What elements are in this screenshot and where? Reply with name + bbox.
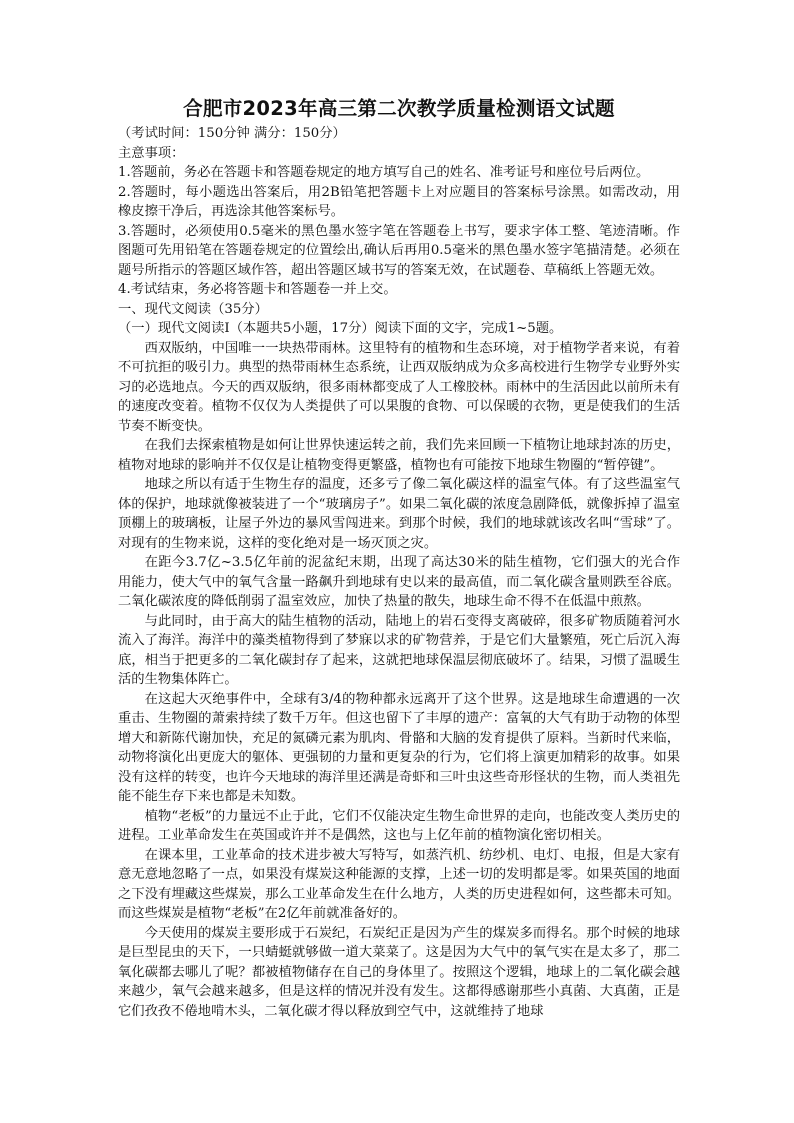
- article-paragraph: 地球之所以有适于生物生存的温度，还多亏了像二氧化碳这样的温室气体。有了这些温室气体的保护，地球就像被装进了一个“玻璃房子”。如果二氧化碳的浓度急剧降低，就像拆掉了温室顶棚上的玻璃板，让屋子外边的暴风雪闯进来。到那个时候，我们的地球就该改名叫“雪球”了。对现有的生物来说，这样的变化绝对是一场灭顶之灾。: [118, 477, 680, 551]
- section-heading: 一、现代文阅读（35分）: [118, 301, 268, 317]
- article-paragraph: 西双版纳，中国唯一一块热带雨林。这里特有的植物和生态环境，对于植物学者来说，有着不可抗拒的吸引力。典型的热带雨林生态系统，让西双版纳成为众多高校进行生物学专业野外实习的必选地点。今天的西双版纳，很多雨林都变成了人工橡胶林。雨林中的生活因此以前所未有的速度改变着。植物不仅仅为人类提供了可以果腹的食物、可以保暖的衣物，更是使我们的生活节奏不断变快。: [118, 340, 680, 434]
- article-paragraph: 在距今3.7亿~3.5亿年前的泥盆纪末期，出现了高达30米的陆生植物，它们强大的光合作用能力，使大气中的氧气含量一路飙升到地球有史以来的最高值，而二氧化碳含量则跌至谷底。二氧化碳浓度的降低削弱了温室效应，加快了热量的散失，地球生命不得不在低温中煎熬。: [118, 555, 680, 609]
- note-item-2: 2.答题时，每小题选出答案后，用2B铅笔把答题卡上对应题目的答案标号涂黑。如需改动，用橡皮擦干净后，再选涂其他答案标号。: [118, 184, 680, 219]
- article-paragraph: 与此同时，由于高大的陆生植物的活动，陆地上的岩石变得支离破碎，很多矿物质随着河水流入了海洋。海洋中的藻类植物得到了梦寐以求的矿物营养，于是它们大量繁殖，死亡后沉入海底，相当于把更多的二氧化碳封存了起来，这就把地球保温层彻底破坏了。结果，习惯了温暖生活的生物集体阵亡。: [118, 613, 680, 687]
- article-paragraph: 今天使用的煤炭主要形成于石炭纪，石炭纪正是因为产生的煤炭多而得名。那个时候的地球是巨型昆虫的天下，一只蜻蜓就够做一道大菜菜了。这是因为大气中的氧气实在是太多了，那二氧化碳都去哪儿了呢？都被植物储存在自己的身体里了。按照这个逻辑，地球上的二氧化碳会越来越少，氧气会越来越多，但是这样的情况并没有发生。这都得感谢那些小真菌、大真菌，正是它们孜孜不倦地啃木头，二氧化碳才得以释放到空气中，这就维持了地球: [118, 925, 680, 1019]
- notes-heading: 主意事项：: [118, 145, 185, 161]
- note-item-4: 4.考试结束，务必将答题卡和答题卷一并上交。: [118, 282, 397, 297]
- article-paragraph: 在我们去探索植物是如何让世界快速运转之前，我们先来回顾一下植物让地球封冻的历史，植物对地球的影响并不仅仅是让植物变得更繁盛，植物也有可能按下地球生物圈的“暂停键”。: [118, 438, 680, 473]
- note-item-1: 1.答题前，务必在答题卡和答题卷规定的地方填写自己的姓名、准考证号和座位号后两位。: [118, 165, 650, 180]
- article-paragraph: 在课本里，工业革命的技术进步被大写特写，如蒸汽机、纺纱机、电灯、电报，但是大家有意无意地忽略了一点，如果没有煤炭这种能源的支撑，上述一切的发明都是零。如果英国的地面之下没有埋藏这些煤炭，那么工业革命发生在什么地方，人类的历史进程如何，这些都未可知。而这些煤炭是植物“老板”在2亿年前就准备好的。: [118, 847, 680, 921]
- page-title: 合肥市2023年高三第二次教学质量检测语文试题: [183, 97, 615, 120]
- exam-info: （考试时间：150分钟 满分：150分）: [118, 126, 346, 141]
- section-subheading: （一）现代文阅读Ⅰ（本题共5小题，17分）阅读下面的文字，完成1~5题。: [118, 321, 563, 336]
- note-item-3: 3.答题时，必须使用0.5毫米的黑色墨水签字笔在答题卷上书写，要求字体工整、笔迹清晰。作图题可先用铅笔在答题卷规定的位置绘出,确认后再用0.5毫米的黑色墨水签字笔描清楚。必须在题号所指示的答题区域作答，超出答题区域书写的答案无效，在试题卷、草稿纸上答题无效。: [118, 223, 680, 278]
- article-paragraph: 在这起大灭绝事件中，全球有3/4的物种都永远离开了这个世界。这是地球生命遭遇的一次重击、生物圈的萧索持续了数千万年。但这也留下了丰厚的遗产：富氧的大气有助于动物的体型增大和新陈代谢加快，充足的氮磷元素为肌肉、骨骼和大脑的发育提供了原料。当新时代来临，动物将演化出更庞大的躯体、更强韧的力量和更复杂的行为，它们将上演更加精彩的故事。如果没有这样的转变，也许今天地球的海洋里还满是奇虾和三叶虫这些奇形怪状的生物，而人类祖先能不能生存下来也都是未知数。: [118, 691, 680, 804]
- article-paragraph: 植物“老板”的力量远不止于此，它们不仅能决定生物生命世界的走向，也能改变人类历史的进程。工业革命发生在英国或许并不是偶然，这也与上亿年前的植物演化密切相关。: [118, 808, 680, 843]
